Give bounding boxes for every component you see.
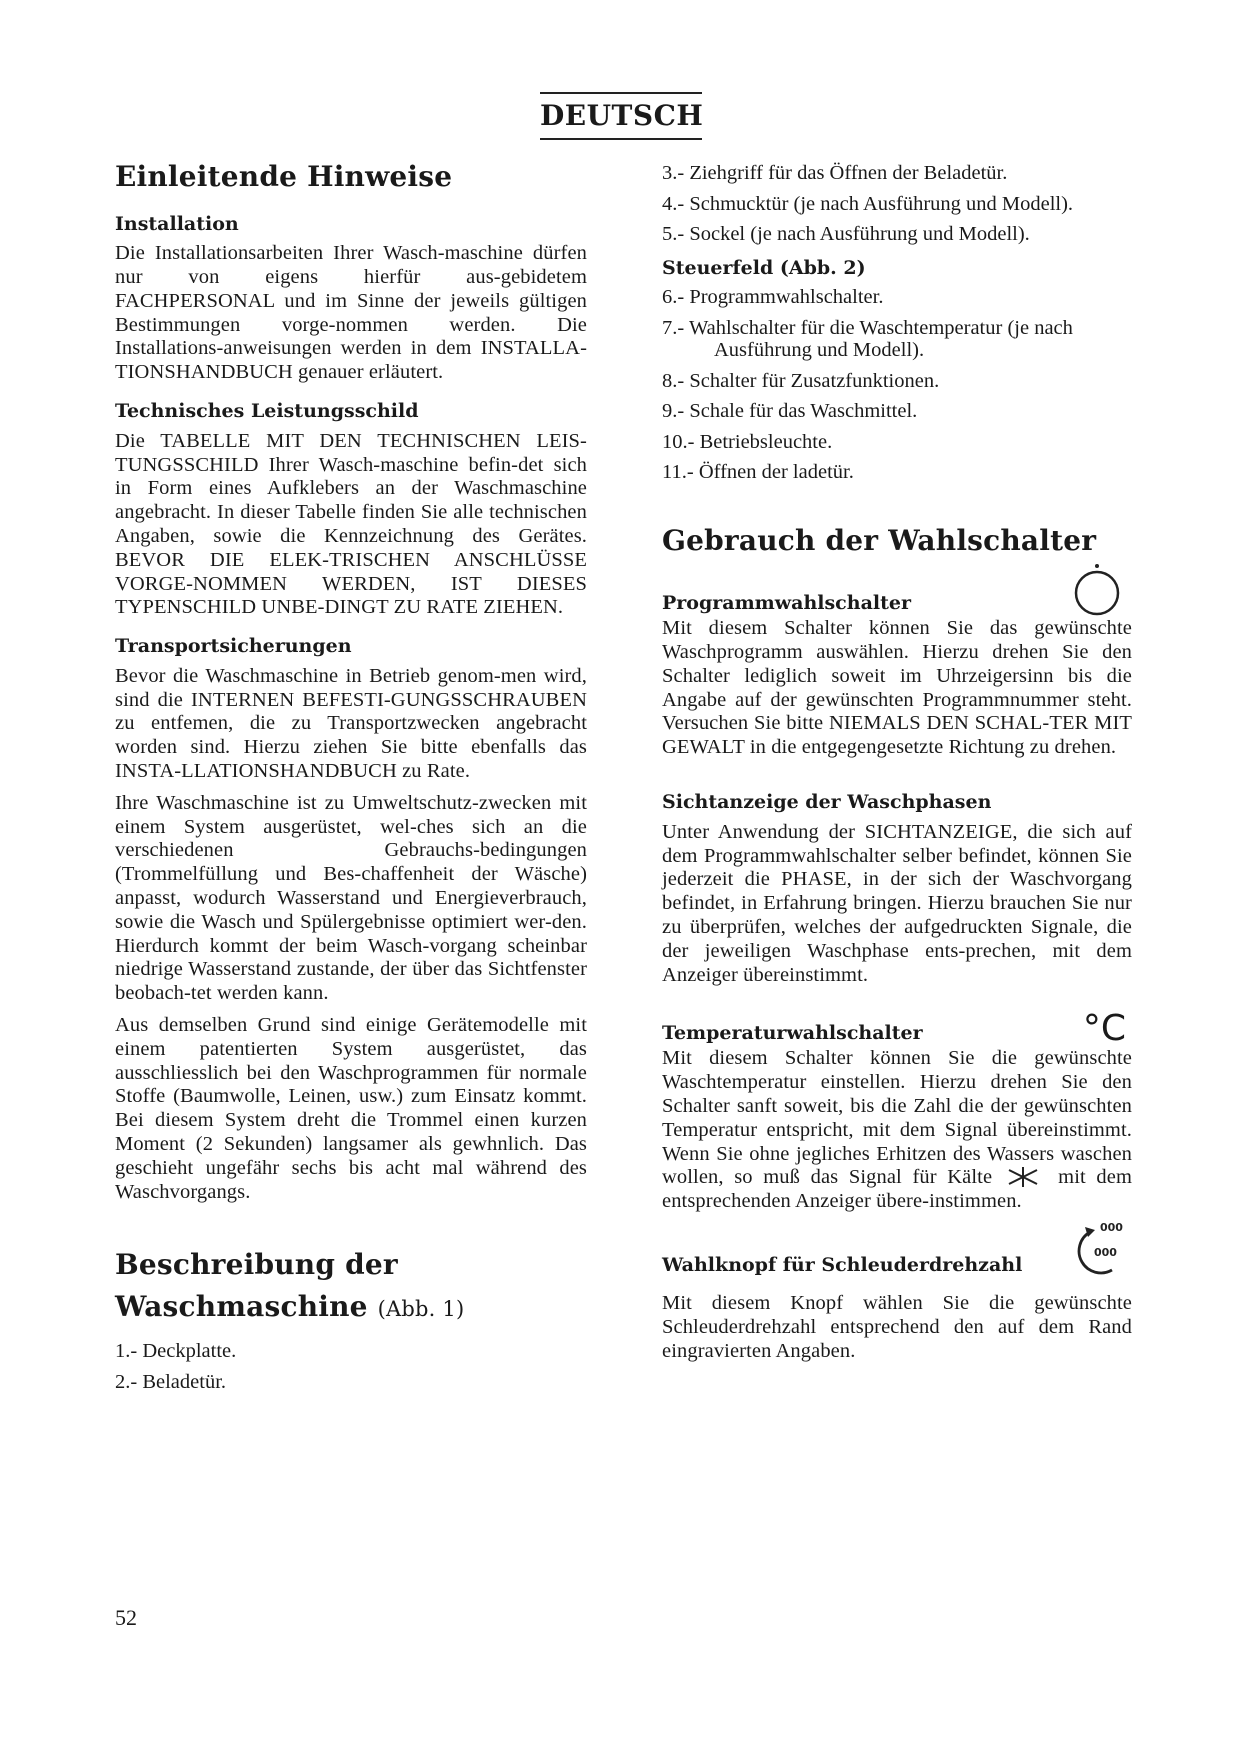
- list-item: 7.- Wahlschalter für die Waschtemperatur (je nach Ausführung und Modell).: [662, 316, 1073, 362]
- temperature-text: [662, 1047, 1132, 1214]
- spin-icon-label-top: 000: [1100, 1220, 1123, 1234]
- rating-plate-heading: Technisches Leistungsschild: [115, 400, 419, 423]
- description-title-line1: Beschreibung der: [115, 1248, 398, 1282]
- language-header: DEUTSCH: [540, 92, 702, 140]
- program-selector-heading-row: [662, 563, 1132, 617]
- program-knob-icon: [1070, 563, 1124, 617]
- description-title-line2: Waschmaschine: [115, 1290, 368, 1324]
- transport-paragraph: Bevor die Waschmaschine in Betrieb genom-men wird, sind die INTERNEN BEFESTI-GUNGSSCHRAUBEN zu entfemen, die zu Transportzwecken angebracht worden sind. Hierzu ziehen Sie bitte ebenfalls das INSTA-LLATIONSHANDBUCH zu Rate.: [115, 664, 587, 782]
- temperature-text-before: Mit diesem Schalter können Sie die gewünschte Waschtemperatur einstellen. Hierzu drehen Sie den Schalter sanft soweit, bis die Zahl die der gewünschten Temperatur entspricht, mit dem Signal übereinstimmt. Wenn Sie ohne jegliches Erhitzen des Wassers waschen wollen, so muß das Signal für Kälte: [662, 1047, 1132, 1189]
- phase-display-heading: Sichtanzeige der Waschphasen: [662, 791, 992, 814]
- list-item: 1.- Deckplatte.: [115, 1340, 237, 1363]
- spin-heading-row: [662, 1218, 1132, 1282]
- list-item: 11.- Öffnen der ladetür.: [662, 461, 854, 484]
- list-item: 2.- Beladetür.: [115, 1370, 227, 1393]
- celsius-icon: °C: [1082, 1008, 1126, 1050]
- intro-title: Einleitende Hinweise: [115, 160, 453, 193]
- temperature-heading-row: [662, 1008, 1132, 1050]
- spin-text: Mit diesem Knopf wählen Sie die gewünschte Schleuderdrehzahl entsprechend den auf dem Rand eingravierten Angaben.: [662, 1291, 1132, 1362]
- right-column: [662, 162, 1132, 1371]
- list-item: 6.- Programmwahlschalter.: [662, 286, 884, 309]
- program-selector-heading: Programmwahlschalter: [662, 591, 911, 614]
- temperature-text-after: mit dem entsprechenden Anzeiger übere-instimmen.: [662, 1166, 1132, 1213]
- list-item: 5.- Sockel (je nach Ausführung und Modell).: [662, 223, 1030, 245]
- control-panel-heading: Steuerfeld (Abb. 2): [662, 256, 866, 279]
- list-item: 10.- Betriebsleuchte.: [662, 430, 833, 453]
- installation-heading: Installation: [115, 212, 239, 235]
- description-title: [115, 1244, 587, 1330]
- spin-heading: Wahlknopf für Schleuderdrehzahl: [662, 1254, 1023, 1277]
- description-title-ref: (Abb. 1): [377, 1297, 465, 1322]
- list-item: 4.- Schmucktür (je nach Ausführung und Modell).: [662, 192, 1074, 215]
- spin-speed-icon: [1068, 1218, 1130, 1282]
- snowflake-icon: [1006, 1166, 1040, 1188]
- phase-display-text: Unter Anwendung der SICHTANZEIGE, die sich auf dem Programmwahlschalter selber befindet, können Sie jederzeit die PHASE, in der sich der Waschvorgang befindet, in Erfahrung bringen. Hierzu brauchen Sie nur zu überprüfen, welches der aufgedruckten Signale, die der jeweiligen Waschphase ents-prechen, mit dem Anzeiger übereinstimmt.: [662, 820, 1132, 986]
- environment-paragraph: Ihre Waschmaschine ist zu Umweltschutz-zwecken mit einem System ausgerüstet, wel-ches sich an die verschiedenen Gebrauchs-bedingungen (Trommelfüllung und Bes-chaffenheit der Wäsche) anpasst, wodurch Wasserstand und Energieverbrauch, sowie die Wasch und Spülergebnisse optimiert wer-den. Hierdurch kommt der beim Wasch-vorgang scheinbar niedrige Wasserstand zustande, der über das Sichtfenster beobach-tet werden kann.: [115, 791, 587, 1005]
- usage-title: Gebrauch der Wahlschalter: [662, 523, 1097, 557]
- list-item: 3.- Ziehgriff für das Öffnen der Beladetür.: [662, 162, 1008, 184]
- list-item: 9.- Schale für das Waschmittel.: [662, 400, 918, 423]
- installation-text: Die Installationsarbeiten Ihrer Wasch-maschine dürfen nur von eigens hierfür aus-gebidetem FACHPERSONAL und im Sinne der jeweils gültigen Bestimmungen vorge-nommen werden. Die Installations-anweisungen werden in dem INSTALLA-TIONSHANDBUCH genauer erläutert.: [115, 242, 587, 384]
- temperature-heading: Temperaturwahlschalter: [662, 1021, 923, 1044]
- list-item: 8.- Schalter für Zusatzfunktionen.: [662, 369, 940, 392]
- rating-plate-text: Die TABELLE MIT DEN TECHNISCHEN LEIS-TUNGSSCHILD Ihrer Wasch-maschine befin-det sich in Form eines Aufklebers an der Waschmaschine angebracht. In dieser Tabelle finden Sie alle technischen Angaben, sowie die Kennzeichnung des Gerätes. BEVOR DIE ELEK-TRISCHEN ANSCHLÜSSE VORGE-NOMMEN WERDEN, IST DIESES TYPENSCHILD UNBE-DINGT ZU RATE ZIEHEN.: [115, 429, 587, 619]
- patent-system-paragraph: Aus demselben Grund sind einige Gerätemodelle mit einem patentierten System ausgerüstet, das ausschliesslich bei den Waschprogrammen für normale Stoffe (Baumwolle, Leinen, usw.) zum Einsatz kommt. Bei diesem System dreht die Trommel einen kurzen Moment (2 Sekunden) langsamer als gewhnlich. Das geschieht ungefähr sechs bis acht mal während des Waschvorgangs.: [115, 1013, 587, 1203]
- page-number: 52: [115, 1605, 137, 1630]
- spin-icon-label-mid: 000: [1094, 1245, 1117, 1259]
- program-selector-text: Mit diesem Schalter können Sie das gewünschte Waschprogramm auswählen. Hierzu drehen Sie den Schalter lediglich soweit im Uhrzeigersinn bis die Angabe auf der gewünschten Programmnummer steht. Versuchen Sie bitte NIEMALS DEN SCHAL-TER MIT GEWALT in die entgegengesetzte Richtung zu drehen.: [662, 617, 1132, 759]
- left-column: [115, 160, 587, 1401]
- transport-heading: Transportsicherungen: [115, 635, 352, 658]
